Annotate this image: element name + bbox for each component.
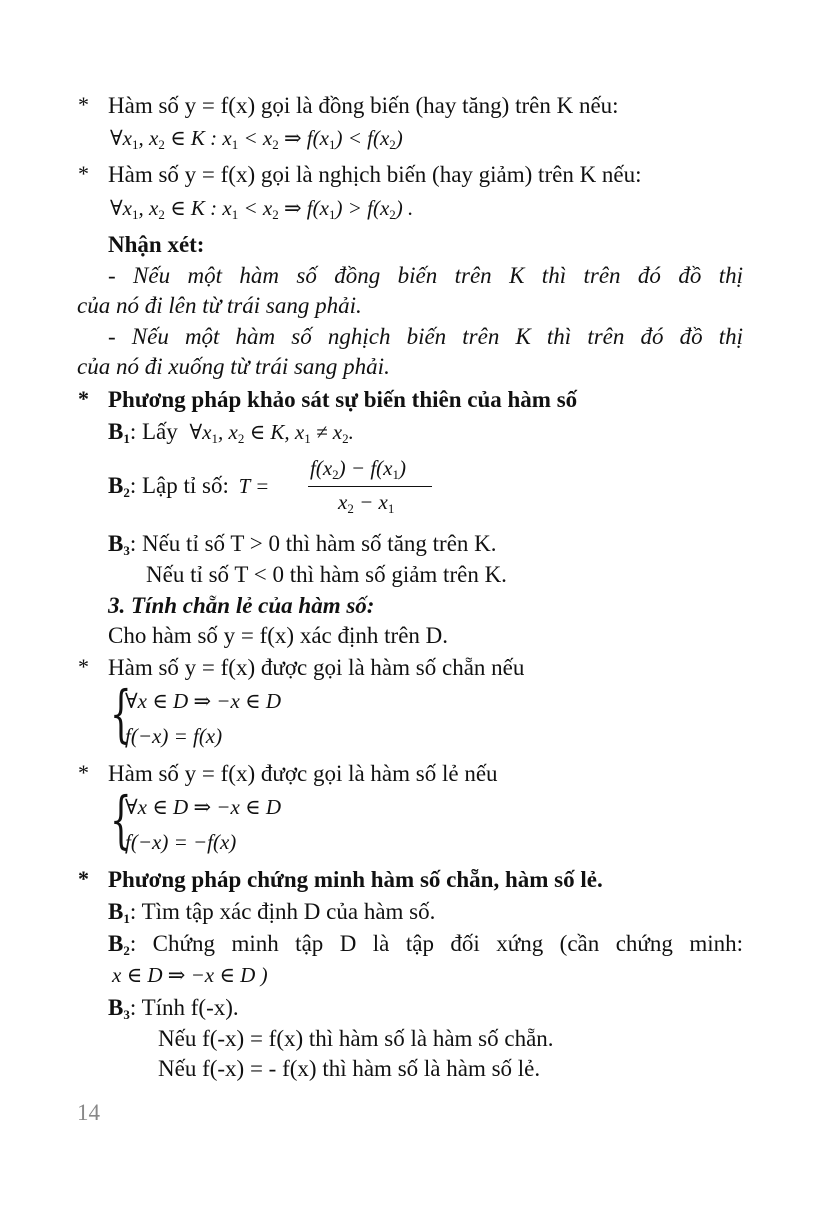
parity-step-1: [108, 898, 435, 933]
monotonic-step-3: [108, 530, 497, 565]
remark-item-2: - Nếu một hàm số nghịch biến trên K thì trên đó đồ thị: [108, 324, 743, 349]
step-text: : Lập tỉ số:: [129, 473, 229, 498]
odd-definition: Hàm số y = f(x) được gọi là hàm số lẻ nếu: [108, 761, 498, 786]
parity-method-title: Phương pháp chứng minh hàm số chẵn, hàm số lẻ.: [108, 867, 603, 892]
even-condition-2: f(−x) = f(x): [125, 724, 223, 748]
bullet-star: *: [78, 386, 89, 411]
decreasing-definition: Hàm số y = f(x) gọi là nghịch biến (hay giảm) trên K nếu:: [108, 162, 642, 187]
page-number: 14: [77, 1100, 100, 1125]
step-text: : Nếu tỉ số T > 0 thì hàm số tăng trên K.: [129, 531, 497, 556]
bullet-star: *: [78, 760, 89, 785]
step-label: $B_1$: [108, 419, 130, 446]
monotonic-step-1: [108, 418, 354, 453]
step-text: : Tính f(-x).: [129, 995, 239, 1020]
step-label: $B_3$: [108, 995, 130, 1022]
bullet-star: *: [78, 161, 89, 186]
step-text: : Tìm tập xác định D của hàm số.: [129, 899, 436, 924]
parity-step-2: [108, 930, 743, 965]
ratio-numerator: $f(x_2) - f(x_1)$: [310, 456, 406, 482]
remark-item-1: - Nếu một hàm số đồng biến trên K thì trên đó đồ thị: [108, 263, 743, 288]
parity-step-3-odd: Nếu f(-x) = - f(x) thì hàm số là hàm số lẻ.: [158, 1056, 541, 1081]
ratio-lhs: T =: [238, 474, 270, 498]
bullet-star: *: [78, 92, 89, 117]
fraction-bar: [308, 486, 432, 487]
step-label: $B_1$: [108, 899, 130, 926]
remark-title: Nhận xét:: [108, 232, 205, 257]
decreasing-formula: $\forall x_1$, $x_2$ ∈ K : $x_1 < x_2$ ⇒ $f(x_1) > f(x_2)$ .: [110, 196, 414, 222]
odd-condition-2: f(−x) = −f(x): [125, 830, 237, 854]
step-text: : Chứng minh tập D là tập đối xứng (cần chứng minh:: [129, 931, 743, 956]
parity-step-3-even: Nếu f(-x) = f(x) thì hàm số là hàm số chẵn.: [158, 1026, 554, 1051]
left-brace: {: [110, 677, 132, 750]
bullet-star: *: [78, 866, 89, 891]
step-label: $B_2$: [108, 473, 130, 500]
step-text: : Lấy: [129, 419, 178, 444]
monotonic-method-title: Phương pháp khảo sát sự biến thiên của hàm số: [108, 387, 578, 412]
parity-step-2-formula: x ∈ D ⇒ −x ∈ D ): [112, 963, 268, 987]
left-brace: {: [110, 783, 132, 856]
increasing-definition: Hàm số y = f(x) gọi là đồng biến (hay tăng) trên K nếu:: [108, 93, 619, 118]
even-definition: Hàm số y = f(x) được gọi là hàm số chẵn nếu: [108, 655, 525, 680]
section-heading: 3. Tính chẵn lẻ của hàm số:: [108, 593, 375, 618]
parity-intro: Cho hàm số y = f(x) xác định trên D.: [108, 623, 449, 648]
step-label: $B_2$: [108, 931, 130, 958]
step-1-formula: $\forall x_1$, $x_2$ ∈ K, $x_1 \ne x_2$.: [189, 420, 354, 446]
step-label: $B_3$: [108, 531, 130, 558]
monotonic-step-2: [108, 472, 269, 507]
remark-item-1-cont: của nó đi lên từ trái sang phải.: [77, 293, 362, 318]
bullet-star: *: [78, 654, 89, 679]
monotonic-step-3-cont: Nếu tỉ số T < 0 thì hàm số giảm trên K.: [146, 562, 507, 587]
remark-item-2-cont: của nó đi xuống từ trái sang phải.: [77, 354, 390, 379]
increasing-formula: $\forall x_1$, $x_2$ ∈ K : $x_1 < x_2$ ⇒ $f(x_1) < f(x_2)$: [110, 126, 403, 152]
odd-condition-1: ∀x ∈ D ⇒ −x ∈ D: [125, 795, 282, 819]
parity-step-3: [108, 994, 239, 1029]
even-condition-1: ∀x ∈ D ⇒ −x ∈ D: [125, 689, 282, 713]
ratio-denominator: $x_2 - x_1$: [338, 490, 395, 516]
